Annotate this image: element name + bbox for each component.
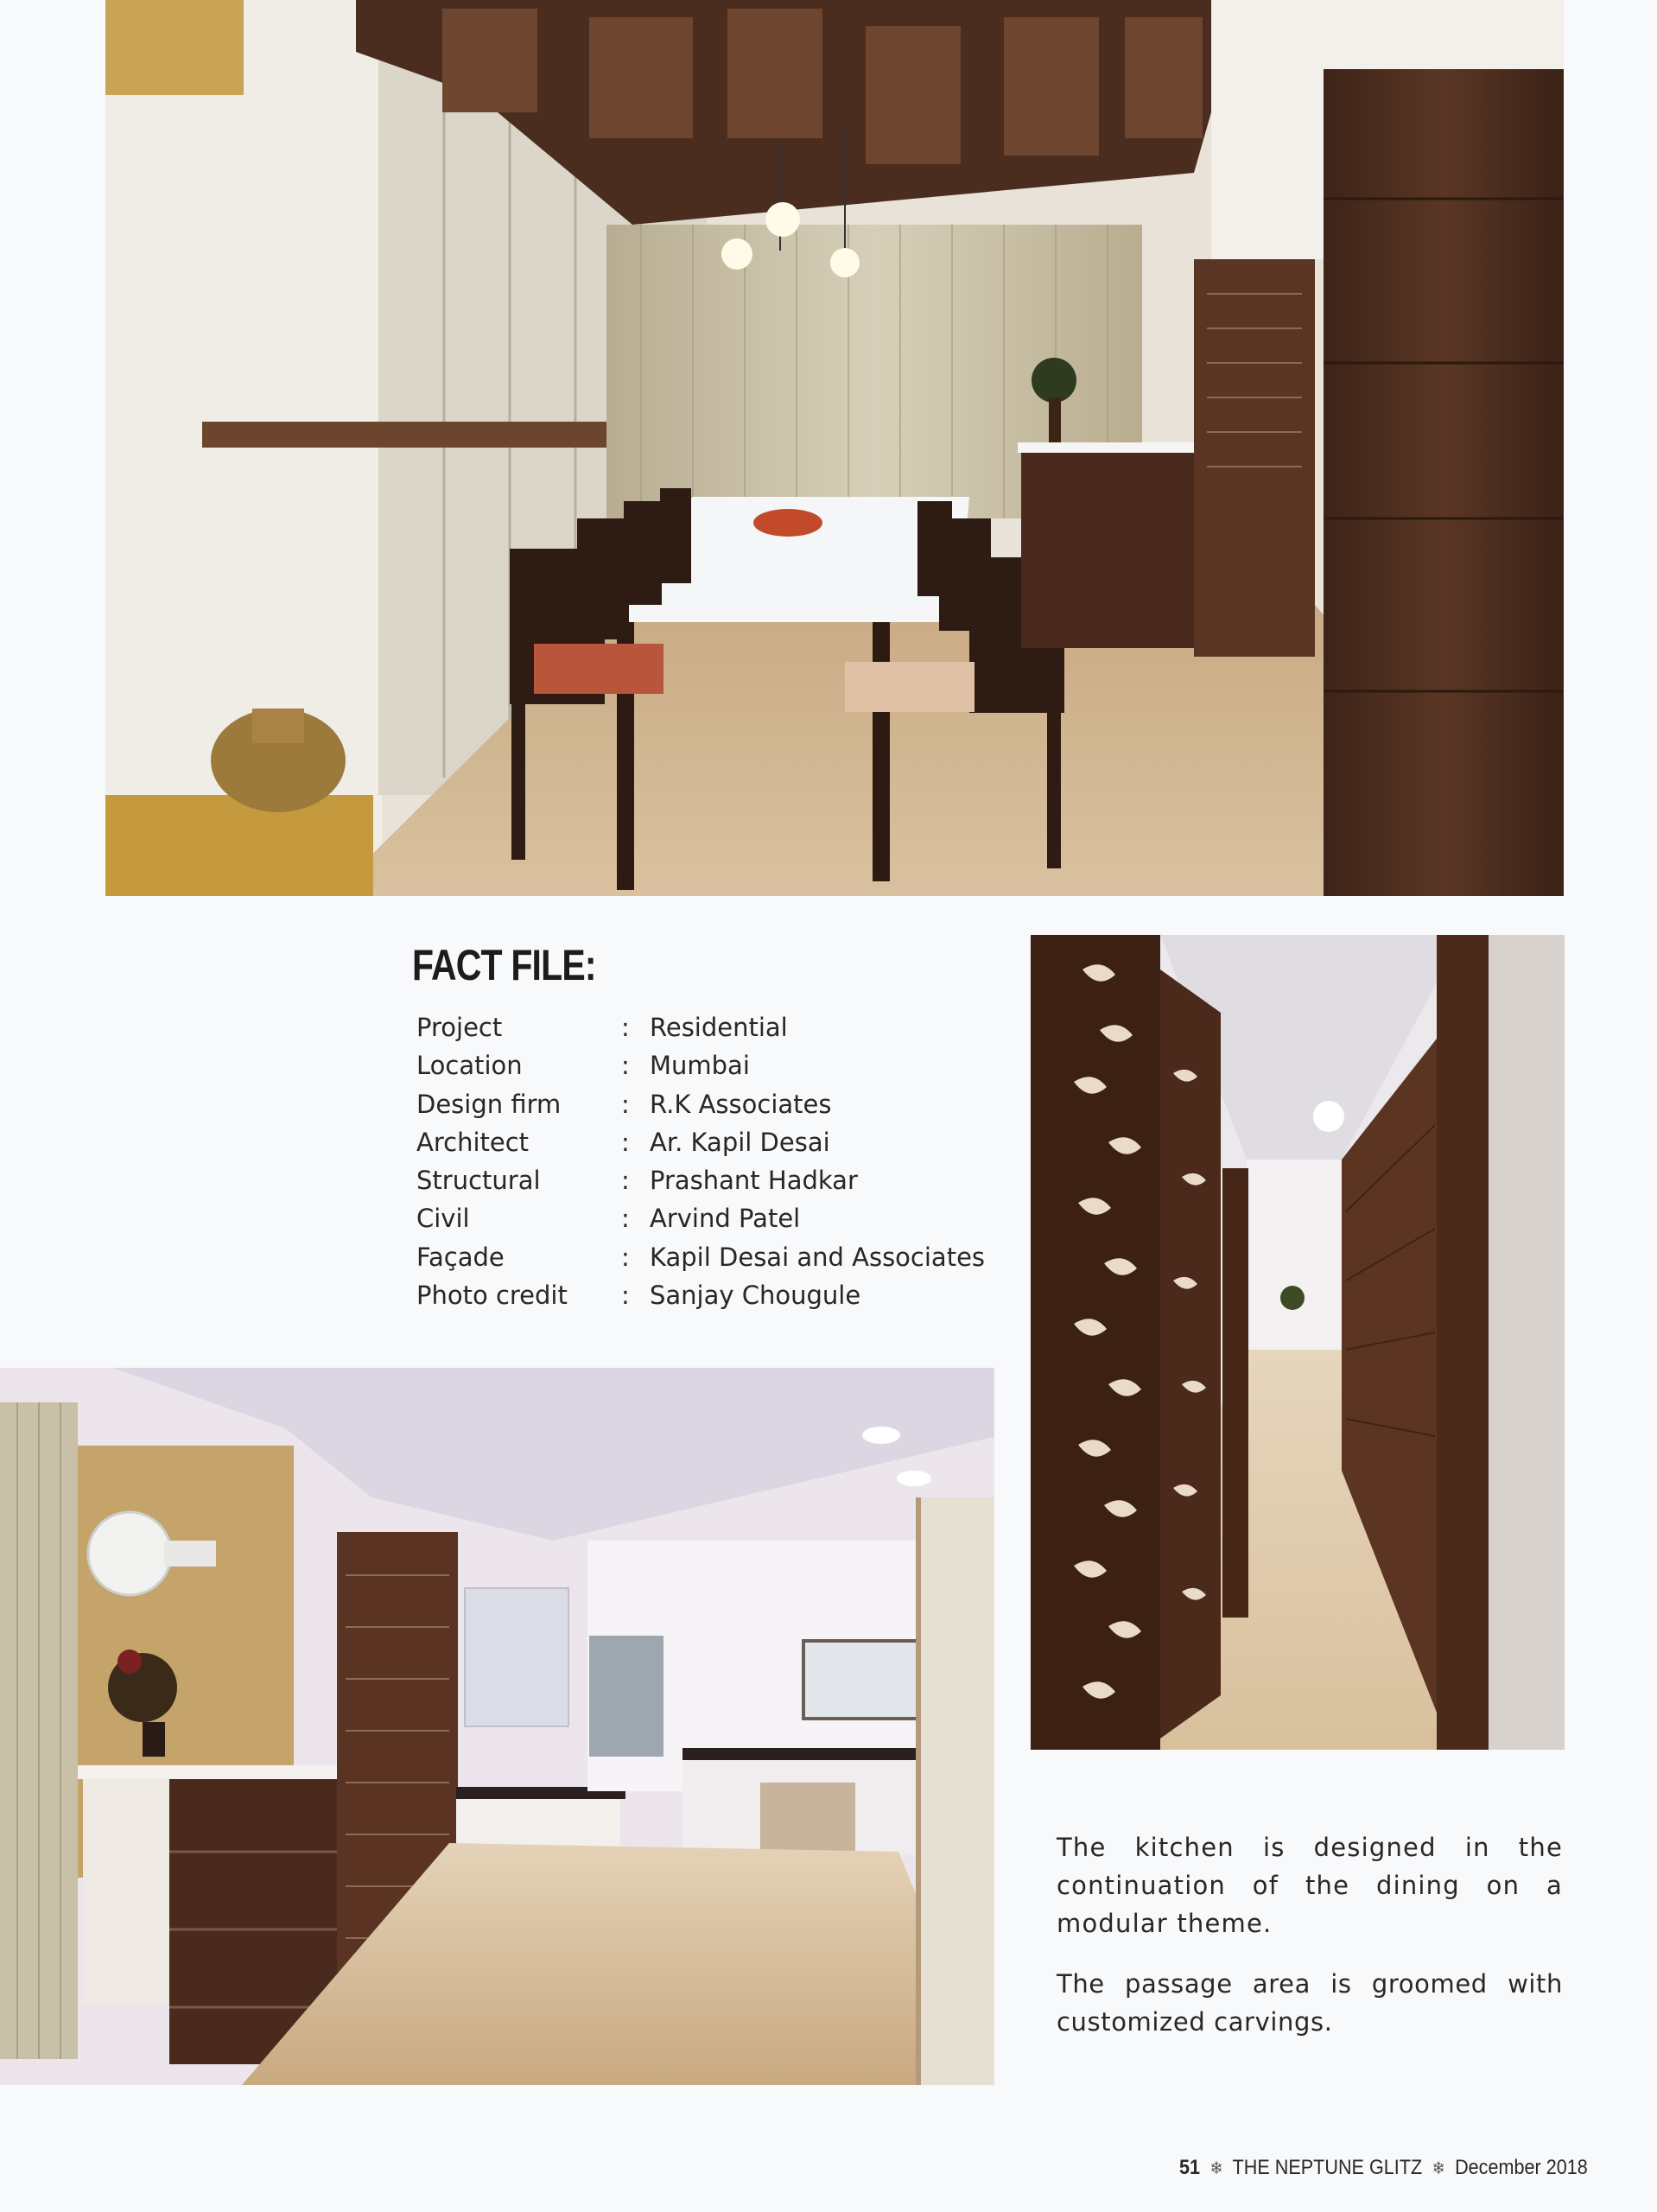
fact-label: Civil: [416, 1204, 470, 1234]
fact-label: Photo credit: [416, 1281, 568, 1311]
fact-value: Ar. Kapil Desai: [650, 1127, 830, 1157]
fact-label: Location: [416, 1051, 523, 1081]
fact-separator: :: [621, 1013, 630, 1042]
fact-value: Kapil Desai and Associates: [650, 1242, 986, 1272]
fact-label: Structural: [416, 1166, 541, 1196]
fact-separator: :: [621, 1127, 630, 1157]
magazine-name: THE NEPTUNE GLITZ: [1232, 2156, 1423, 2179]
fact-value: Arvind Patel: [650, 1204, 801, 1234]
snowflake-icon: ❄: [1209, 2159, 1223, 2178]
fact-label: Design firm: [416, 1089, 562, 1119]
fact-value: Prashant Hadkar: [650, 1166, 858, 1196]
fact-file-title: FACT FILE:: [412, 941, 596, 989]
fact-value: Sanjay Chougule: [650, 1281, 861, 1311]
fact-label: Architect: [416, 1127, 530, 1157]
snowflake-icon: ❄: [1432, 2159, 1445, 2178]
fact-separator: :: [621, 1166, 630, 1196]
issue-date: December 2018: [1455, 2156, 1588, 2179]
fact-separator: :: [621, 1281, 630, 1311]
fact-label: Façade: [416, 1242, 505, 1272]
fact-separator: :: [621, 1204, 630, 1234]
page-footer: [1179, 2156, 1588, 2180]
fact-separator: :: [621, 1089, 630, 1119]
fact-separator: :: [621, 1242, 630, 1272]
kitchen-photo: [0, 1368, 994, 2085]
fact-value: Residential: [650, 1013, 788, 1042]
page-number: 51: [1179, 2156, 1201, 2179]
passage-caption: The passage area is groomed with customized carvings.: [1057, 1969, 1563, 2037]
fact-value: Mumbai: [650, 1051, 750, 1081]
dining-room-photo: [105, 0, 1564, 896]
fact-value: R.K Associates: [650, 1089, 832, 1119]
fact-separator: :: [621, 1051, 630, 1081]
passage-photo: [1031, 935, 1565, 1750]
fact-label: Project: [416, 1013, 503, 1042]
kitchen-caption: The kitchen is designed in the continuation of the dining on a modular theme.: [1057, 1833, 1563, 1938]
